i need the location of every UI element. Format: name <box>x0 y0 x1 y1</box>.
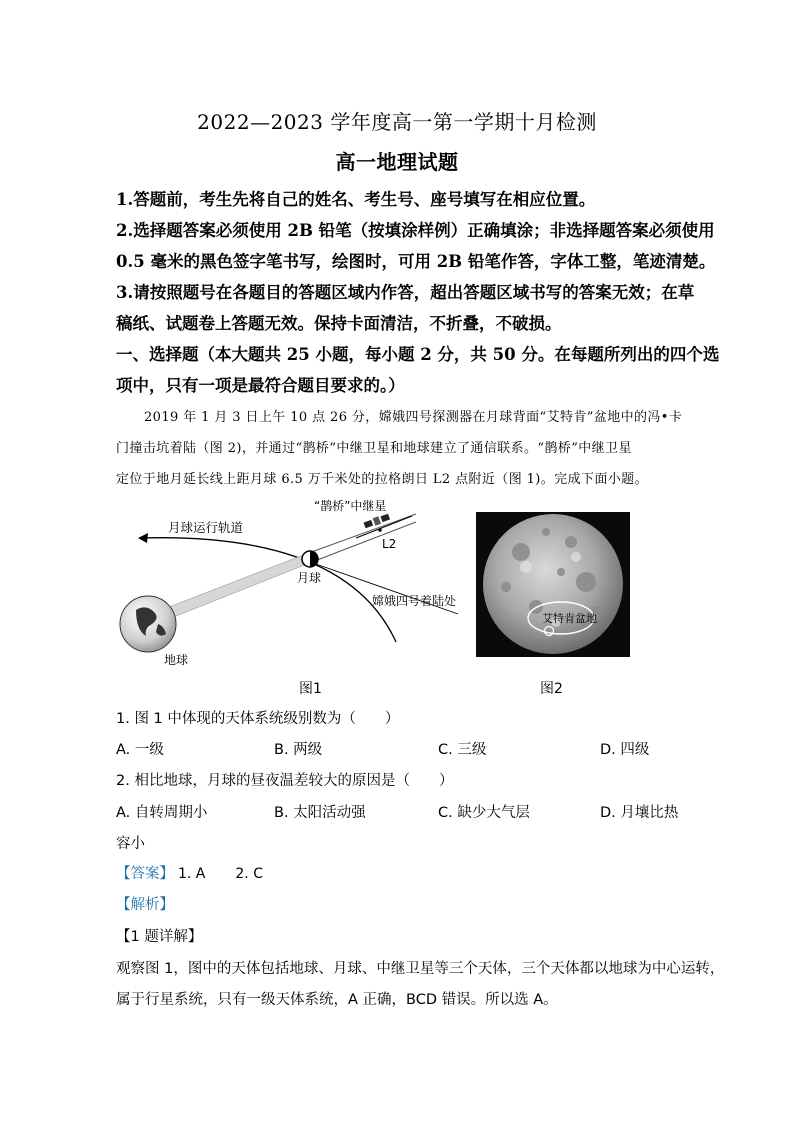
answer-1: 1. A <box>178 866 206 882</box>
exam-title: 2022—2023 学年度高一第一学期十月检测 <box>197 110 597 134</box>
landing-label: 嫦娥四号着陆处 <box>372 594 457 608</box>
passage-line: 门撞击坑着陆（图 2)，并通过“鹊桥”中继卫星和地球建立了通信联系。“鹊桥”中继卫星 <box>116 441 632 456</box>
exam-subtitle: 高一地理试题 <box>335 150 459 174</box>
q1-option-d: D. 四级 <box>600 742 650 758</box>
instruction-line: 2.选择题答案必须使用 2B 铅笔（按填涂样例）正确填涂；非选择题答案必须使用 <box>116 221 715 240</box>
instruction-line: 稿纸、试题卷上答题无效。保持卡面清洁，不折叠，不破损。 <box>116 314 562 333</box>
figure-2-caption: 图2 <box>540 681 563 697</box>
moon-relay-line-2 <box>312 522 416 562</box>
orbit-label: 月球运行轨道 <box>168 520 244 535</box>
q2-option-a: A. 自转周期小 <box>116 805 208 821</box>
figure-2-moon-photo <box>476 512 630 657</box>
moon-relay-line-1 <box>306 514 416 554</box>
q2-option-b: B. 太阳活动强 <box>274 805 366 821</box>
q1-option-a: A. 一级 <box>116 742 164 758</box>
passage-line: 定位于地月延长线上距月球 6.5 万千米处的拉格朗日 L2 点附近（图 1)。完成下面小题。 <box>116 472 648 487</box>
q2-option-d: D. 月壤比热 <box>600 805 679 821</box>
section-heading: 一、选择题（本大题共 25 小题，每小题 2 分，共 50 分。在每题所列出的四个选 <box>116 345 720 364</box>
q2-option-d-continuation: 容小 <box>116 836 145 852</box>
basin-label: 艾特肯盆地 <box>542 612 597 625</box>
moon-label: 月球 <box>297 571 322 585</box>
instruction-line: 0.5 毫米的黑色签字笔书写，绘图时，可用 2B 铅笔作答，字体工整，笔迹清楚。 <box>116 252 716 271</box>
l2-label: L2 <box>382 537 397 551</box>
q1-option-c: C. 三级 <box>438 742 487 758</box>
answer-label: 【答案】 <box>116 866 174 882</box>
q1-analysis-text: 观察图 1，图中的天体包括地球、月球、中继卫星等三个天体，三个天体都以地球为中心运转， <box>116 961 725 977</box>
instruction-line: 3.请按照题号在各题目的答题区域内作答，超出答题区域书写的答案无效；在草 <box>116 283 695 302</box>
figure-1-diagram <box>116 492 466 672</box>
earth-label: 地球 <box>164 653 189 667</box>
earth-moon-beam <box>161 554 312 620</box>
q1-analysis-label: 【1 题详解】 <box>116 929 203 945</box>
q1-option-b: B. 两级 <box>274 742 323 758</box>
moon-orbit-curve <box>140 538 396 642</box>
analysis-label: 【解析】 <box>116 897 174 913</box>
section-heading: 项中，只有一项是最符合题目要求的。） <box>116 376 405 395</box>
l2-point <box>378 528 382 532</box>
figure-1-caption: 图1 <box>299 681 322 697</box>
answer-line <box>116 862 686 883</box>
passage-line: 2019 年 1 月 3 日上午 10 点 26 分，嫦娥四号探测器在月球背面“艾特肯”盆地中的冯•卡 <box>144 410 683 425</box>
q2-option-c: C. 缺少大气层 <box>438 805 530 821</box>
instruction-line: 1.答题前，考生先将自己的姓名、考生号、座号填写在相应位置。 <box>116 190 596 209</box>
answer-2: 2. C <box>235 866 263 882</box>
orbit-arrow-icon <box>138 533 148 543</box>
question-1-stem: 1. 图 1 中体现的天体系统级别数为（ ） <box>116 711 400 727</box>
question-2-stem: 2. 相比地球，月球的昼夜温差较大的原因是（ ） <box>116 773 454 789</box>
relay-satellite-icon <box>363 513 390 529</box>
relay-label: “鹊桥”中继星 <box>314 499 387 513</box>
q1-analysis-text: 属于行星系统，只有一级天体系统，A 正确，BCD 错误。所以选 A。 <box>116 992 558 1008</box>
